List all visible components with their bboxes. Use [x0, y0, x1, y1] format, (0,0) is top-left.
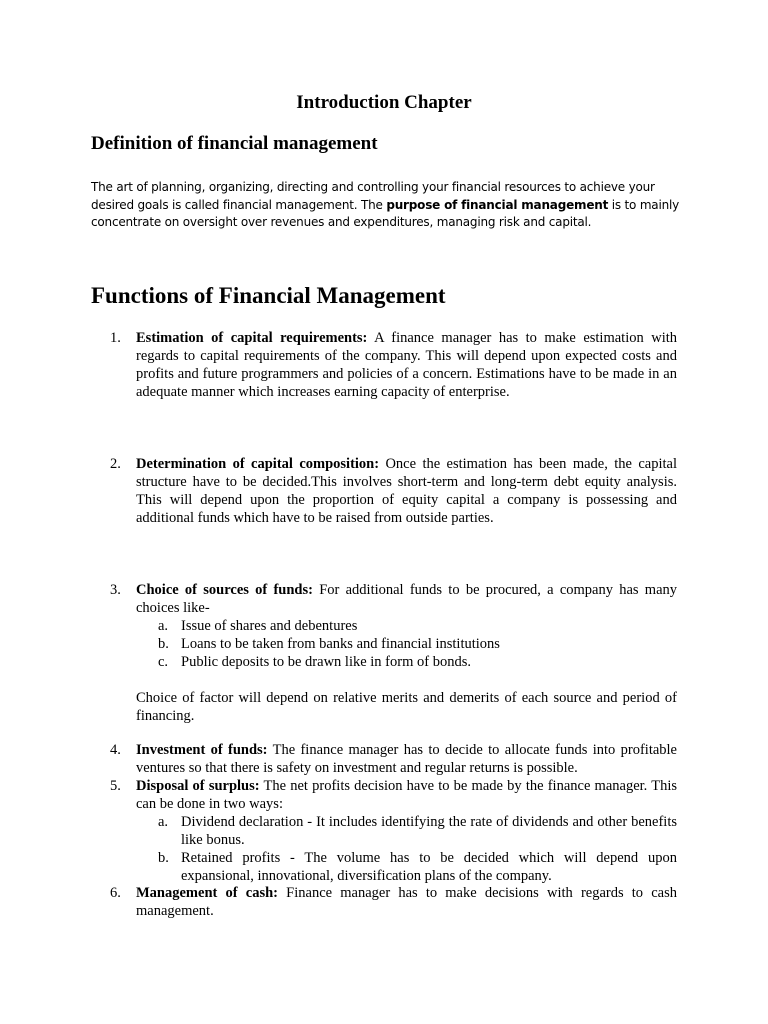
sub-item-letter: a. [158, 618, 169, 634]
list-item-3 [110, 581, 677, 725]
sub-item-3c [136, 653, 677, 671]
item-number: 1. [110, 330, 121, 346]
item-label: Disposal of surplus: [136, 778, 260, 794]
item-text: The net profits decision have to be made by the finance manager. This can be done in two ways: [136, 778, 677, 812]
list-item-4 [110, 741, 677, 777]
item-text: For additional funds to be procured, a company has many choices like- [136, 582, 677, 616]
item-text: Finance manager has to make decisions with regards to cash management. [136, 885, 677, 919]
sub-item-text: Dividend declaration - It includes identifying the rate of dividends and other benefits like bonus. [181, 814, 677, 848]
sub-item-text: Retained profits - The volume has to be decided which will depend upon expansional, innovational, diversification plans of the company. [181, 850, 677, 884]
sub-item-letter: c. [158, 654, 169, 670]
intro-text-2: is to mainly concentrate on oversight over revenues and expenditures, managing risk and capital. [91, 197, 680, 229]
sub-item-5b [136, 849, 677, 885]
item-text: A finance manager has to make estimation with regards to capital requirements of the company. This will depend upon expected costs and profits and future programmers and policies of a concern. Estimations have to be made in an adequate manner which increases earning capacity of enterprise. [136, 330, 678, 400]
item-number: 6. [110, 885, 121, 901]
item-label: Investment of funds: [136, 742, 268, 758]
item-text: The finance manager has to decide to allocate funds into profitable ventures so that there is safety on investment and regular returns is possible. [136, 742, 677, 776]
sub-item-letter: b. [158, 636, 169, 652]
sub-item-5a [136, 813, 677, 849]
sub-item-text: Loans to be taken from banks and financial institutions [181, 636, 500, 652]
intro-bold-text: purpose of financial management [386, 197, 609, 212]
item-label: Management of cash: [136, 885, 278, 901]
item-label: Estimation of capital requirements: [136, 330, 368, 346]
list-item-1 [110, 329, 678, 401]
sub-item-letter: a. [158, 814, 169, 830]
item-text: Once the estimation has been made, the capital structure have to be decided.This involves short-term and long-term debt equity analysis. This will depend upon the proportion of equity capital a company is possessing and additional funds which have to be raised from outside parties. [136, 456, 677, 526]
definition-heading: Definition of financial management [91, 133, 378, 154]
functions-heading: Functions of Financial Management [91, 283, 446, 308]
item-number: 2. [110, 456, 121, 472]
sub-item-text: Public deposits to be drawn like in form of bonds. [181, 654, 471, 670]
item-3-conclusion: Choice of factor will depend on relative merits and demerits of each source and period of financing. [136, 690, 677, 724]
item-number: 4. [110, 742, 121, 758]
intro-text-1: The art of planning, organizing, directing and controlling your financial resources to achieve your desired goals is called financial management. The [91, 180, 655, 212]
item-number: 3. [110, 582, 121, 598]
list-item-6 [110, 884, 677, 920]
item-number: 5. [110, 778, 121, 794]
page-title: Introduction Chapter [296, 92, 472, 113]
sub-item-letter: b. [158, 850, 169, 866]
item-label: Determination of capital composition: [136, 456, 380, 472]
list-item-2 [110, 455, 677, 527]
sub-item-3b [136, 635, 677, 653]
item-label: Choice of sources of funds: [136, 582, 313, 598]
list-item-5 [110, 777, 677, 885]
sub-item-text: Issue of shares and debentures [181, 618, 358, 634]
sub-item-3a [136, 617, 677, 635]
intro-paragraph [91, 179, 681, 232]
